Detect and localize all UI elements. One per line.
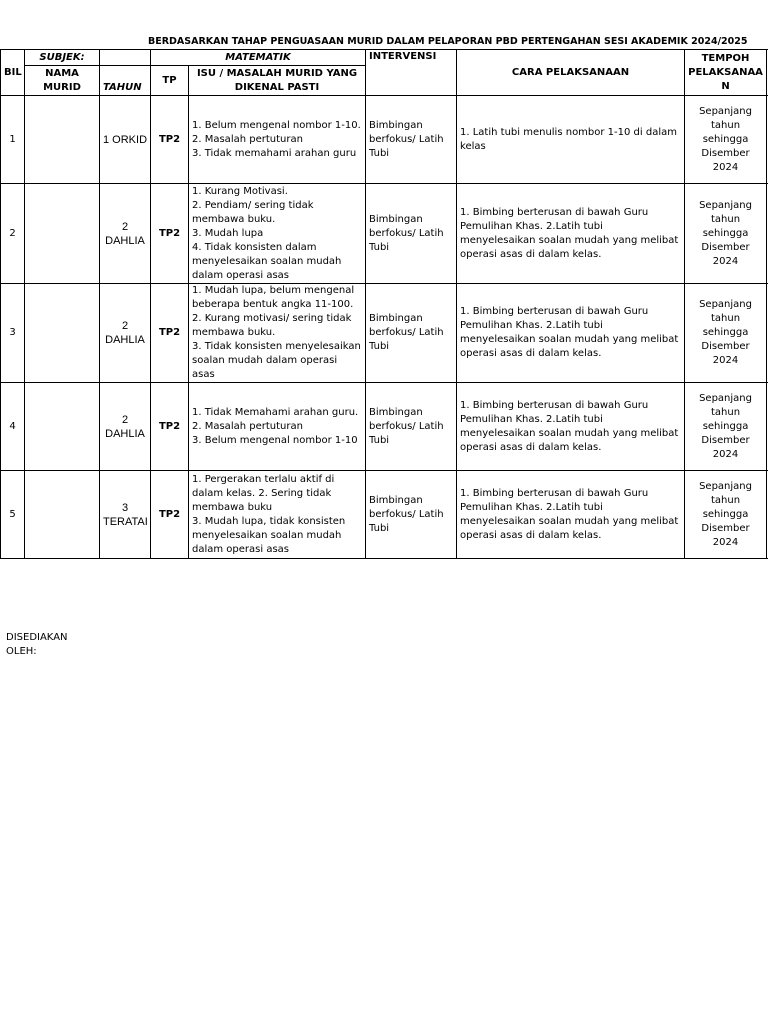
row-tp: TP2 — [151, 184, 189, 284]
row-cara: 1. Bimbing berterusan di bawah Guru Pemulihan Khas. 2.Latih tubi menyelesaikan soalan mudah yang melibat operasi asas di dalam kelas. — [457, 284, 685, 383]
table-row — [1, 184, 768, 284]
row-isu: 1. Belum mengenal nombor 1-10. 2. Masalah pertuturan 3. Tidak memahami arahan guru — [189, 96, 366, 184]
row-tahun: 2 DAHLIA — [100, 383, 151, 471]
row-tempoh: Sepanjang tahun sehingga Disember 2024 — [685, 184, 767, 284]
row-bil: 2 — [1, 184, 25, 284]
row-tp: TP2 — [151, 96, 189, 184]
header-tp: TP — [151, 66, 189, 96]
header-tahun: TAHUN — [100, 66, 151, 96]
header-blank — [100, 50, 151, 66]
header-subject-value: MATEMATIK — [151, 50, 366, 66]
row-nama — [25, 383, 100, 471]
row-nama — [25, 284, 100, 383]
row-tp: TP2 — [151, 284, 189, 383]
row-isu: 1. Mudah lupa, belum mengenal beberapa bentuk angka 11-100. 2. Kurang motivasi/ sering tidak membawa buku. 3. Tidak konsisten menyelesaikan soalan mudah dalam operasi asas — [189, 284, 366, 383]
row-bil: 4 — [1, 383, 25, 471]
header-subjek: SUBJEK: — [25, 50, 100, 66]
prepared-by-label: DISEDIAKAN OLEH: — [6, 632, 68, 657]
row-tahun: 2 DAHLIA — [100, 184, 151, 284]
row-tp: TP2 — [151, 471, 189, 559]
row-intervensi: Bimbingan berfokus/ Latih Tubi — [366, 284, 457, 383]
row-bil: 1 — [1, 96, 25, 184]
document-title: BERDASARKAN TAHAP PENGUASAAN MURID DALAM PELAPORAN PBD PERTENGAHAN SESI AKADEMIK 2024/2025 — [148, 36, 748, 47]
row-isu: 1. Pergerakan terlalu aktif di dalam kelas. 2. Sering tidak membawa buku 3. Mudah lupa, tidak konsisten menyelesaikan soalan mudah dalam operasi asas — [189, 471, 366, 559]
row-intervensi: Bimbingan berfokus/ Latih Tubi — [366, 184, 457, 284]
row-cara: 1. Bimbing berterusan di bawah Guru Pemulihan Khas. 2.Latih tubi menyelesaikan soalan mudah yang melibat operasi asas di dalam kelas. — [457, 471, 685, 559]
intervention-table — [0, 49, 768, 559]
row-intervensi: Bimbingan berfokus/ Latih Tubi — [366, 471, 457, 559]
row-intervensi: Bimbingan berfokus/ Latih Tubi — [366, 383, 457, 471]
row-bil: 5 — [1, 471, 25, 559]
row-tempoh: Sepanjang tahun sehingga Disember 2024 — [685, 284, 767, 383]
header-cara: CARA PELAKSANAAN — [457, 50, 685, 96]
row-tempoh: Sepanjang tahun sehingga Disember 2024 — [685, 383, 767, 471]
row-nama — [25, 184, 100, 284]
row-tp: TP2 — [151, 383, 189, 471]
row-tahun: 3 TERATAI — [100, 471, 151, 559]
row-isu: 1. Kurang Motivasi. 2. Pendiam/ sering tidak membawa buku. 3. Mudah lupa 4. Tidak konsisten dalam menyelesaikan soalan mudah dalam operasi asas — [189, 184, 366, 284]
header-isu: ISU / MASALAH MURID YANG DIKENAL PASTI — [189, 66, 366, 96]
row-isu: 1. Tidak Memahami arahan guru. 2. Masalah pertuturan 3. Belum mengenal nombor 1-10 — [189, 383, 366, 471]
row-intervensi: Bimbingan berfokus/ Latih Tubi — [366, 96, 457, 184]
row-tempoh: Sepanjang tahun sehingga Disember 2024 — [685, 471, 767, 559]
table-row — [1, 471, 768, 559]
row-tempoh: Sepanjang tahun sehingga Disember 2024 — [685, 96, 767, 184]
row-bil: 3 — [1, 284, 25, 383]
header-tempoh: TEMPOH PELAKSANAA N — [685, 50, 767, 96]
row-nama — [25, 96, 100, 184]
table-row — [1, 383, 768, 471]
row-tahun: 2 DAHLIA — [100, 284, 151, 383]
row-cara: 1. Bimbing berterusan di bawah Guru Pemulihan Khas. 2.Latih tubi menyelesaikan soalan mudah yang melibat operasi asas di dalam kelas. — [457, 383, 685, 471]
header-nama: NAMA MURID — [25, 66, 100, 96]
table-row — [1, 96, 768, 184]
header-intervensi: INTERVENSI — [366, 50, 457, 96]
table-row — [1, 284, 768, 383]
row-tahun: 1 ORKID — [100, 96, 151, 184]
row-cara: 1. Bimbing berterusan di bawah Guru Pemulihan Khas. 2.Latih tubi menyelesaikan soalan mudah yang melibat operasi asas di dalam kelas. — [457, 184, 685, 284]
row-nama — [25, 471, 100, 559]
row-cara: 1. Latih tubi menulis nombor 1-10 di dalam kelas — [457, 96, 685, 184]
header-bil: BIL — [1, 50, 25, 96]
